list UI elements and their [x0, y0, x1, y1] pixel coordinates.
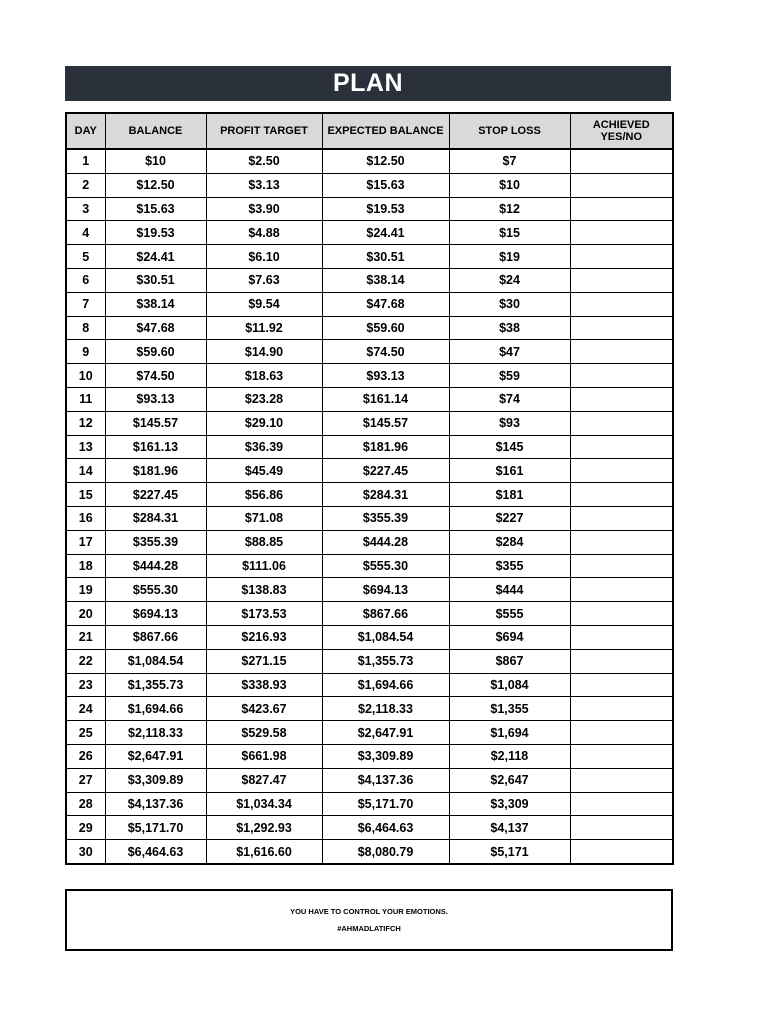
cell-stop-loss: $7 — [449, 149, 570, 173]
cell-stop-loss: $3,309 — [449, 792, 570, 816]
cell-balance: $5,171.70 — [105, 816, 206, 840]
cell-balance: $2,118.33 — [105, 721, 206, 745]
cell-balance: $1,084.54 — [105, 649, 206, 673]
cell-stop-loss: $1,084 — [449, 673, 570, 697]
cell-expected-balance: $15.63 — [322, 173, 449, 197]
cell-stop-loss: $145 — [449, 435, 570, 459]
table-header-row — [66, 113, 673, 149]
cell-profit-target: $18.63 — [206, 364, 322, 388]
cell-achieved[interactable] — [570, 316, 673, 340]
table-row — [66, 578, 673, 602]
cell-achieved[interactable] — [570, 744, 673, 768]
cell-expected-balance: $5,171.70 — [322, 792, 449, 816]
cell-expected-balance: $145.57 — [322, 411, 449, 435]
cell-expected-balance: $2,118.33 — [322, 697, 449, 721]
table-row — [66, 673, 673, 697]
cell-achieved[interactable] — [570, 459, 673, 483]
cell-stop-loss: $867 — [449, 649, 570, 673]
table-row — [66, 149, 673, 173]
cell-achieved[interactable] — [570, 387, 673, 411]
cell-day: 26 — [66, 744, 105, 768]
cell-achieved[interactable] — [570, 816, 673, 840]
cell-achieved[interactable] — [570, 649, 673, 673]
cell-achieved[interactable] — [570, 768, 673, 792]
cell-balance: $867.66 — [105, 625, 206, 649]
cell-profit-target: $6.10 — [206, 245, 322, 269]
cell-day: 3 — [66, 197, 105, 221]
cell-stop-loss: $181 — [449, 483, 570, 507]
cell-day: 10 — [66, 364, 105, 388]
cell-day: 24 — [66, 697, 105, 721]
cell-stop-loss: $5,171 — [449, 840, 570, 864]
cell-expected-balance: $284.31 — [322, 483, 449, 507]
cell-achieved[interactable] — [570, 602, 673, 626]
cell-balance: $47.68 — [105, 316, 206, 340]
table-row — [66, 340, 673, 364]
cell-expected-balance: $8,080.79 — [322, 840, 449, 864]
cell-expected-balance: $1,355.73 — [322, 649, 449, 673]
cell-balance: $15.63 — [105, 197, 206, 221]
cell-expected-balance: $161.14 — [322, 387, 449, 411]
cell-expected-balance: $355.39 — [322, 506, 449, 530]
cell-day: 5 — [66, 245, 105, 269]
cell-expected-balance: $867.66 — [322, 602, 449, 626]
cell-day: 7 — [66, 292, 105, 316]
table-row — [66, 364, 673, 388]
table-row — [66, 816, 673, 840]
cell-balance: $4,137.36 — [105, 792, 206, 816]
cell-day: 21 — [66, 625, 105, 649]
cell-achieved[interactable] — [570, 268, 673, 292]
cell-stop-loss: $444 — [449, 578, 570, 602]
cell-achieved[interactable] — [570, 364, 673, 388]
cell-stop-loss: $4,137 — [449, 816, 570, 840]
cell-day: 15 — [66, 483, 105, 507]
cell-stop-loss: $1,694 — [449, 721, 570, 745]
cell-stop-loss: $47 — [449, 340, 570, 364]
cell-balance: $38.14 — [105, 292, 206, 316]
cell-achieved[interactable] — [570, 673, 673, 697]
cell-expected-balance: $19.53 — [322, 197, 449, 221]
cell-stop-loss: $10 — [449, 173, 570, 197]
cell-day: 19 — [66, 578, 105, 602]
cell-expected-balance: $227.45 — [322, 459, 449, 483]
table-row — [66, 292, 673, 316]
table-row — [66, 411, 673, 435]
cell-stop-loss: $74 — [449, 387, 570, 411]
cell-achieved[interactable] — [570, 506, 673, 530]
plan-table-body — [66, 149, 673, 864]
table-row — [66, 435, 673, 459]
cell-achieved[interactable] — [570, 697, 673, 721]
header-stop-loss: STOP LOSS — [449, 113, 570, 149]
cell-expected-balance: $1,084.54 — [322, 625, 449, 649]
table-row — [66, 268, 673, 292]
cell-achieved[interactable] — [570, 435, 673, 459]
table-row — [66, 792, 673, 816]
cell-day: 22 — [66, 649, 105, 673]
cell-achieved[interactable] — [570, 625, 673, 649]
cell-profit-target: $173.53 — [206, 602, 322, 626]
table-row — [66, 554, 673, 578]
cell-achieved[interactable] — [570, 221, 673, 245]
cell-profit-target: $529.58 — [206, 721, 322, 745]
table-row — [66, 768, 673, 792]
cell-achieved[interactable] — [570, 245, 673, 269]
table-row — [66, 744, 673, 768]
cell-day: 6 — [66, 268, 105, 292]
cell-expected-balance: $181.96 — [322, 435, 449, 459]
cell-profit-target: $1,292.93 — [206, 816, 322, 840]
cell-achieved[interactable] — [570, 340, 673, 364]
cell-stop-loss: $355 — [449, 554, 570, 578]
cell-day: 16 — [66, 506, 105, 530]
cell-day: 12 — [66, 411, 105, 435]
table-row — [66, 625, 673, 649]
cell-stop-loss: $24 — [449, 268, 570, 292]
table-row — [66, 697, 673, 721]
cell-profit-target: $111.06 — [206, 554, 322, 578]
cell-profit-target: $827.47 — [206, 768, 322, 792]
cell-balance: $10 — [105, 149, 206, 173]
cell-balance: $59.60 — [105, 340, 206, 364]
cell-expected-balance: $12.50 — [322, 149, 449, 173]
cell-profit-target: $1,034.34 — [206, 792, 322, 816]
table-row — [66, 173, 673, 197]
cell-achieved[interactable] — [570, 530, 673, 554]
cell-day: 4 — [66, 221, 105, 245]
cell-profit-target: $7.63 — [206, 268, 322, 292]
cell-profit-target: $3.90 — [206, 197, 322, 221]
cell-stop-loss: $59 — [449, 364, 570, 388]
cell-stop-loss: $1,355 — [449, 697, 570, 721]
cell-achieved[interactable] — [570, 578, 673, 602]
table-row — [66, 602, 673, 626]
cell-expected-balance: $2,647.91 — [322, 721, 449, 745]
cell-day: 9 — [66, 340, 105, 364]
cell-profit-target: $271.15 — [206, 649, 322, 673]
cell-day: 20 — [66, 602, 105, 626]
table-row — [66, 245, 673, 269]
cell-profit-target: $138.83 — [206, 578, 322, 602]
header-profit-target: PROFIT TARGET — [206, 113, 322, 149]
header-balance: BALANCE — [105, 113, 206, 149]
table-row — [66, 459, 673, 483]
cell-profit-target: $661.98 — [206, 744, 322, 768]
cell-expected-balance: $93.13 — [322, 364, 449, 388]
cell-balance: $24.41 — [105, 245, 206, 269]
cell-expected-balance: $24.41 — [322, 221, 449, 245]
cell-expected-balance: $59.60 — [322, 316, 449, 340]
cell-expected-balance: $555.30 — [322, 554, 449, 578]
header-day: DAY — [66, 113, 105, 149]
cell-balance: $145.57 — [105, 411, 206, 435]
cell-balance: $1,355.73 — [105, 673, 206, 697]
cell-expected-balance: $4,137.36 — [322, 768, 449, 792]
table-row — [66, 221, 673, 245]
cell-expected-balance: $444.28 — [322, 530, 449, 554]
table-row — [66, 316, 673, 340]
cell-profit-target: $71.08 — [206, 506, 322, 530]
cell-balance: $227.45 — [105, 483, 206, 507]
cell-profit-target: $3.13 — [206, 173, 322, 197]
cell-balance: $74.50 — [105, 364, 206, 388]
cell-stop-loss: $38 — [449, 316, 570, 340]
header-expected-balance: EXPECTED BALANCE — [322, 113, 449, 149]
cell-day: 28 — [66, 792, 105, 816]
cell-balance: $1,694.66 — [105, 697, 206, 721]
cell-expected-balance: $6,464.63 — [322, 816, 449, 840]
footer-motto: YOU HAVE TO CONTROL YOUR EMOTIONS. — [290, 907, 448, 916]
cell-day: 17 — [66, 530, 105, 554]
cell-profit-target: $29.10 — [206, 411, 322, 435]
cell-stop-loss: $15 — [449, 221, 570, 245]
cell-profit-target: $338.93 — [206, 673, 322, 697]
cell-day: 2 — [66, 173, 105, 197]
table-row — [66, 483, 673, 507]
cell-achieved[interactable] — [570, 554, 673, 578]
cell-profit-target: $14.90 — [206, 340, 322, 364]
cell-day: 8 — [66, 316, 105, 340]
cell-balance: $161.13 — [105, 435, 206, 459]
cell-expected-balance: $74.50 — [322, 340, 449, 364]
cell-balance: $30.51 — [105, 268, 206, 292]
cell-achieved[interactable] — [570, 149, 673, 173]
cell-profit-target: $56.86 — [206, 483, 322, 507]
plan-table — [65, 112, 674, 865]
page-title-bar — [65, 66, 671, 101]
table-row — [66, 197, 673, 221]
cell-achieved[interactable] — [570, 840, 673, 864]
header-achieved-line1: ACHIEVED — [592, 119, 650, 131]
table-row — [66, 721, 673, 745]
cell-profit-target: $11.92 — [206, 316, 322, 340]
table-row — [66, 506, 673, 530]
cell-profit-target: $36.39 — [206, 435, 322, 459]
header-achieved-line2: YES/NO — [600, 131, 643, 143]
cell-profit-target: $9.54 — [206, 292, 322, 316]
cell-balance: $2,647.91 — [105, 744, 206, 768]
cell-day: 27 — [66, 768, 105, 792]
cell-profit-target: $423.67 — [206, 697, 322, 721]
cell-profit-target: $4.88 — [206, 221, 322, 245]
footer-box — [65, 889, 673, 951]
cell-balance: $12.50 — [105, 173, 206, 197]
cell-balance: $355.39 — [105, 530, 206, 554]
cell-stop-loss: $93 — [449, 411, 570, 435]
cell-stop-loss: $555 — [449, 602, 570, 626]
cell-achieved[interactable] — [570, 721, 673, 745]
cell-stop-loss: $284 — [449, 530, 570, 554]
table-row — [66, 530, 673, 554]
footer-hashtag: #AHMADLATIFCH — [337, 924, 401, 933]
cell-stop-loss: $12 — [449, 197, 570, 221]
table-row — [66, 649, 673, 673]
cell-expected-balance: $3,309.89 — [322, 744, 449, 768]
header-achieved — [570, 113, 673, 149]
cell-balance: $3,309.89 — [105, 768, 206, 792]
cell-stop-loss: $30 — [449, 292, 570, 316]
cell-achieved[interactable] — [570, 173, 673, 197]
cell-expected-balance: $694.13 — [322, 578, 449, 602]
cell-profit-target: $1,616.60 — [206, 840, 322, 864]
table-row — [66, 387, 673, 411]
cell-expected-balance: $30.51 — [322, 245, 449, 269]
cell-day: 14 — [66, 459, 105, 483]
cell-day: 18 — [66, 554, 105, 578]
cell-day: 13 — [66, 435, 105, 459]
cell-stop-loss: $2,647 — [449, 768, 570, 792]
cell-day: 29 — [66, 816, 105, 840]
cell-day: 30 — [66, 840, 105, 864]
cell-balance: $181.96 — [105, 459, 206, 483]
cell-stop-loss: $227 — [449, 506, 570, 530]
cell-balance: $6,464.63 — [105, 840, 206, 864]
cell-profit-target: $88.85 — [206, 530, 322, 554]
cell-achieved[interactable] — [570, 483, 673, 507]
cell-balance: $444.28 — [105, 554, 206, 578]
cell-achieved[interactable] — [570, 197, 673, 221]
cell-stop-loss: $161 — [449, 459, 570, 483]
cell-balance: $555.30 — [105, 578, 206, 602]
cell-expected-balance: $38.14 — [322, 268, 449, 292]
cell-day: 25 — [66, 721, 105, 745]
cell-balance: $284.31 — [105, 506, 206, 530]
cell-profit-target: $2.50 — [206, 149, 322, 173]
cell-stop-loss: $19 — [449, 245, 570, 269]
cell-balance: $694.13 — [105, 602, 206, 626]
cell-stop-loss: $2,118 — [449, 744, 570, 768]
cell-achieved[interactable] — [570, 411, 673, 435]
cell-achieved[interactable] — [570, 292, 673, 316]
cell-day: 11 — [66, 387, 105, 411]
cell-day: 1 — [66, 149, 105, 173]
cell-profit-target: $216.93 — [206, 625, 322, 649]
cell-achieved[interactable] — [570, 792, 673, 816]
cell-profit-target: $23.28 — [206, 387, 322, 411]
cell-stop-loss: $694 — [449, 625, 570, 649]
cell-balance: $93.13 — [105, 387, 206, 411]
table-row — [66, 840, 673, 864]
cell-balance: $19.53 — [105, 221, 206, 245]
cell-profit-target: $45.49 — [206, 459, 322, 483]
cell-day: 23 — [66, 673, 105, 697]
cell-expected-balance: $47.68 — [322, 292, 449, 316]
page-title: PLAN — [332, 69, 404, 97]
cell-expected-balance: $1,694.66 — [322, 673, 449, 697]
